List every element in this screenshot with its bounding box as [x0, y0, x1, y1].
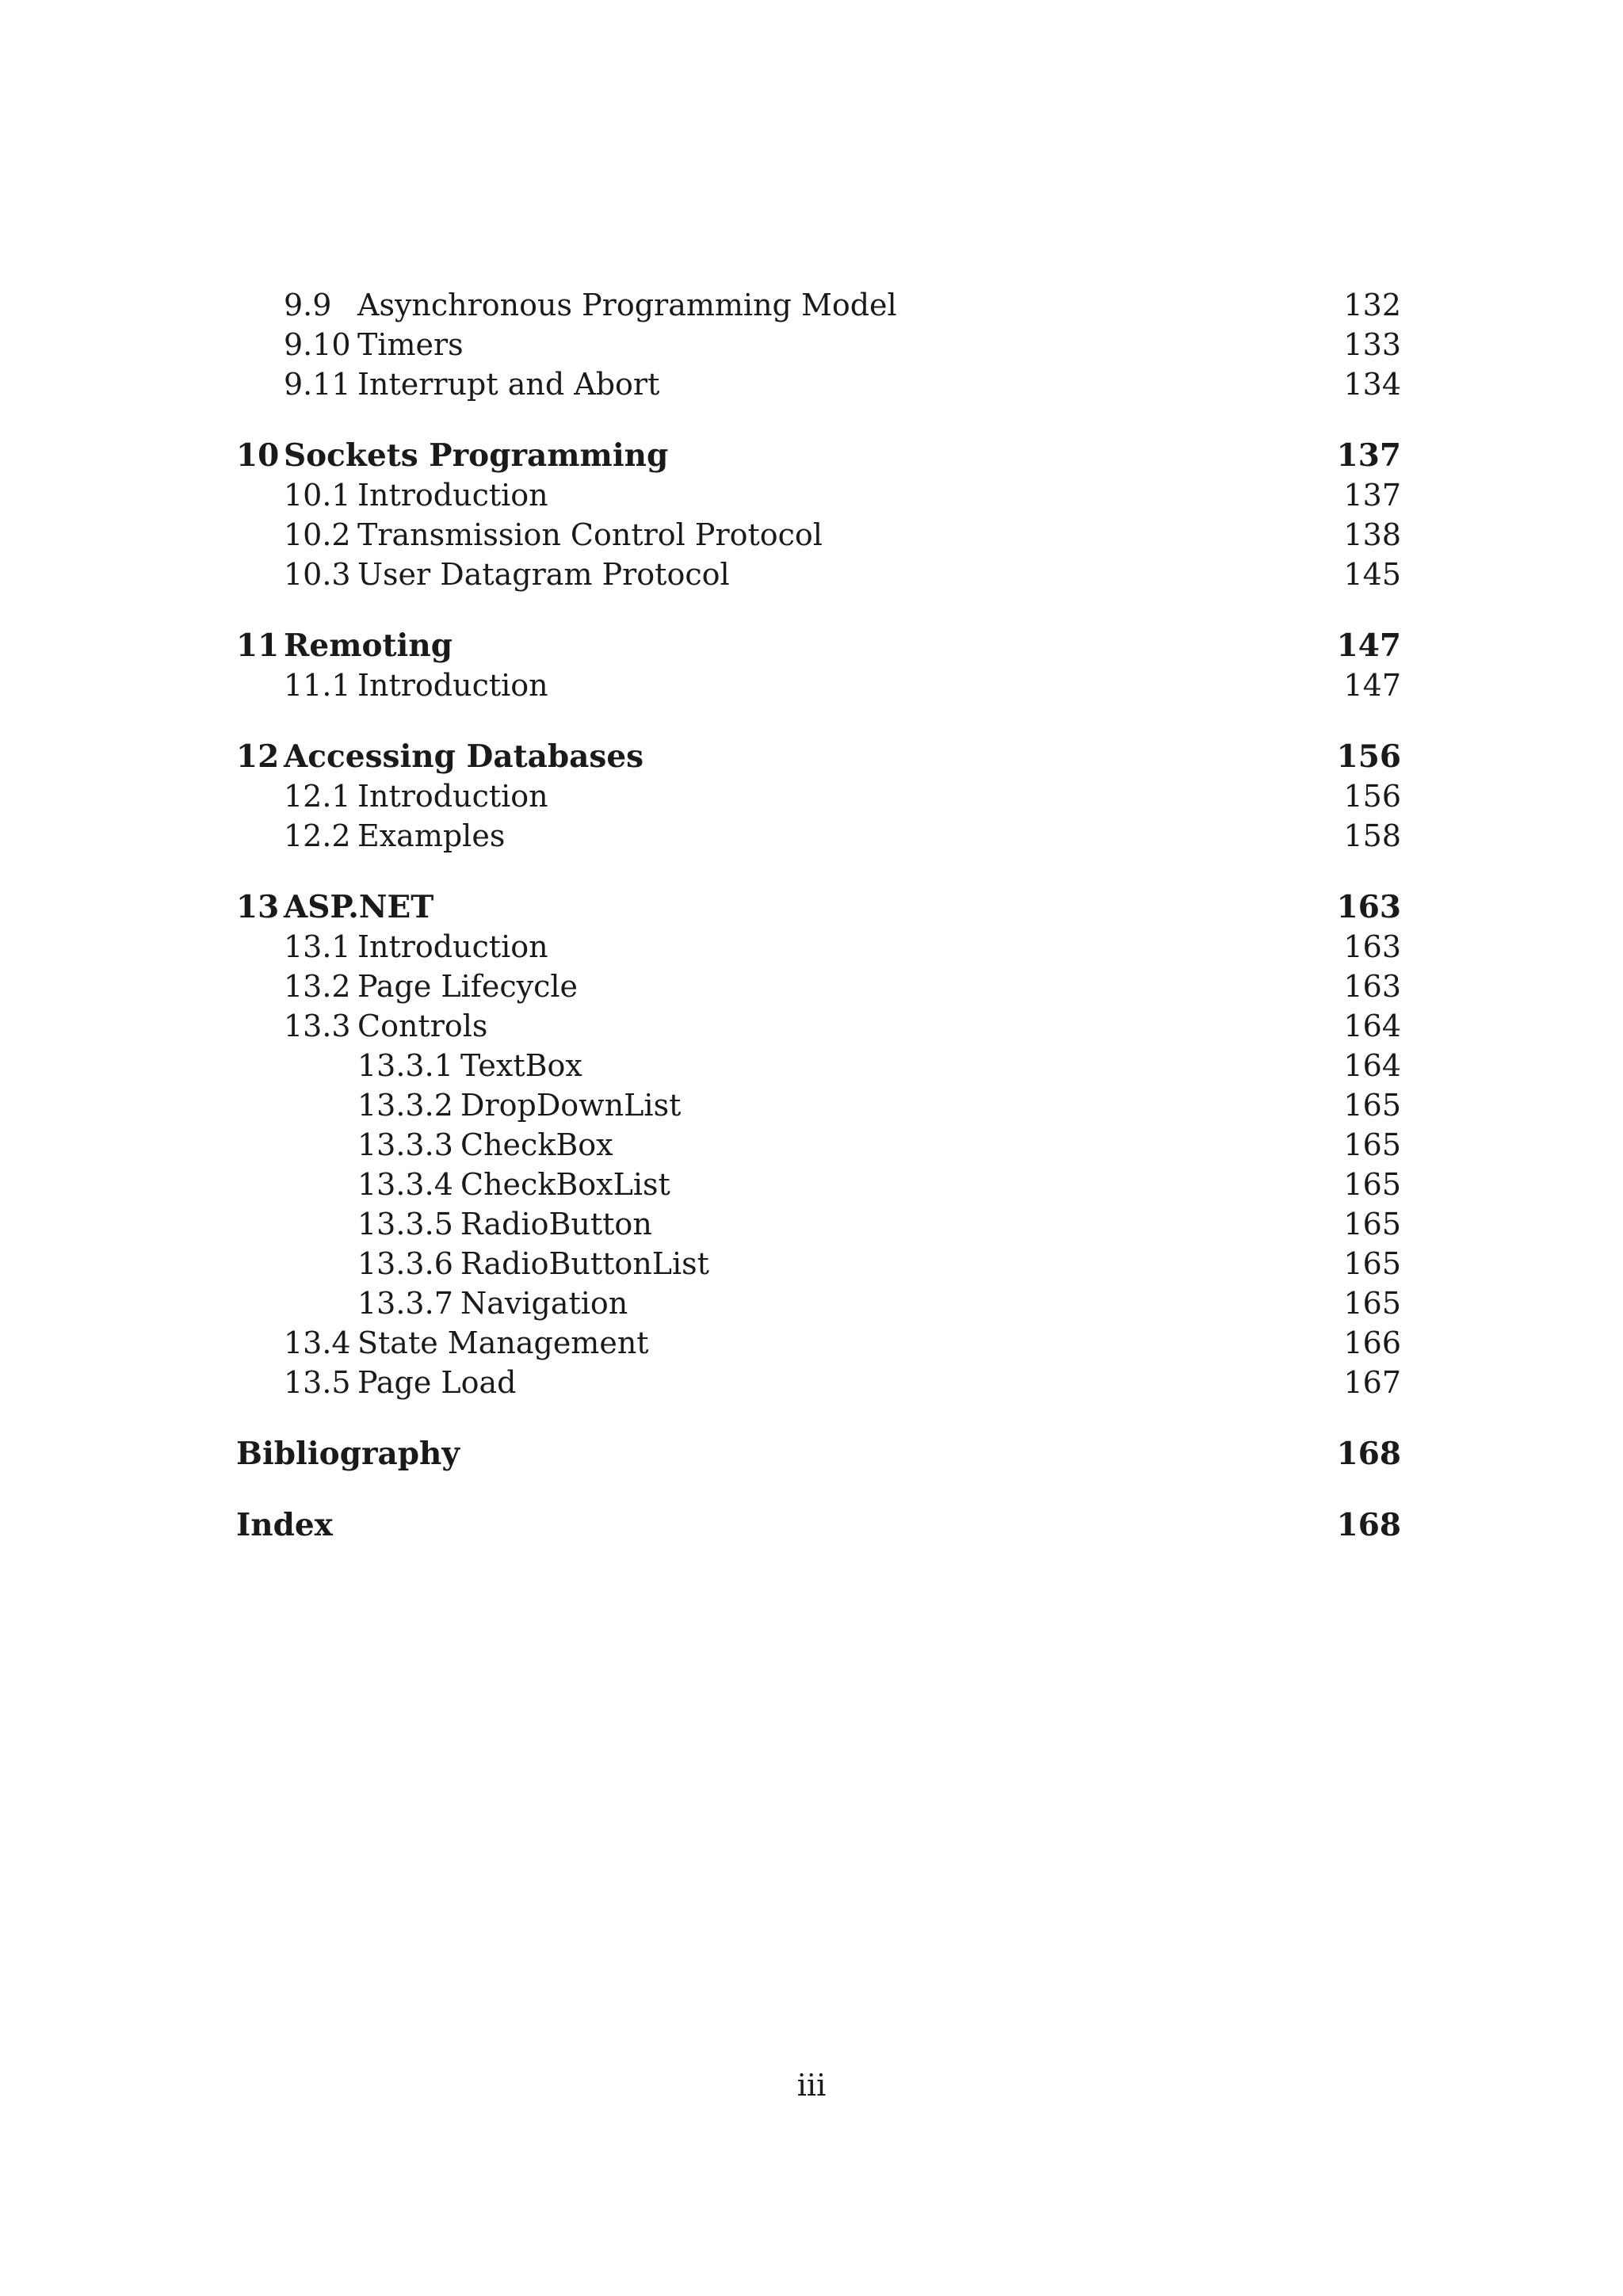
chapter-number: 12 — [236, 738, 280, 775]
entry-page: 166 — [1338, 1323, 1401, 1363]
entry-title: Page Lifecycle — [357, 967, 586, 1006]
entry-number: 10.3 — [284, 555, 351, 594]
entry-number: 13.3.2 — [357, 1085, 453, 1125]
entry-page: 145 — [1338, 555, 1401, 594]
entry-number: 13.3.7 — [357, 1283, 453, 1323]
toc-entry-13-4[interactable] — [236, 1323, 1401, 1363]
entry-page: 156 — [1338, 776, 1401, 816]
chapter-title: Accessing Databases — [284, 738, 644, 775]
chapter-title: Remoting — [284, 627, 453, 664]
page-number: iii — [796, 2068, 827, 2103]
toc-entry-10-1[interactable] — [236, 475, 1401, 515]
entry-number: 13.4 — [284, 1323, 351, 1363]
entry-title: Page Load — [357, 1363, 525, 1402]
chapter-title: Index — [236, 1507, 333, 1543]
entry-number: 9.11 — [284, 364, 351, 404]
entry-number: 13.1 — [284, 927, 351, 967]
entry-title: Interrupt and Abort — [357, 364, 667, 404]
toc-entry-13-3-3[interactable] — [236, 1125, 1401, 1165]
toc-chapter-11[interactable] — [236, 626, 1401, 666]
entry-number: 13.3.1 — [357, 1046, 453, 1085]
entry-title: State Management — [357, 1323, 657, 1363]
entry-title: Navigation — [460, 1283, 636, 1323]
chapter-page: 137 — [1336, 437, 1401, 474]
entry-page: 158 — [1338, 816, 1401, 856]
entry-page: 165 — [1338, 1283, 1401, 1323]
entry-page: 167 — [1338, 1363, 1401, 1402]
toc-entry-9-11[interactable] — [236, 364, 1401, 404]
entry-page: 165 — [1338, 1165, 1401, 1204]
entry-number: 13.5 — [284, 1363, 351, 1402]
entry-page: 163 — [1338, 927, 1401, 967]
entry-number: 13.3.4 — [357, 1165, 453, 1204]
entry-page: 147 — [1338, 666, 1401, 705]
entry-title: User Datagram Protocol — [357, 555, 738, 594]
toc-entry-12-1[interactable] — [236, 776, 1401, 816]
toc-entry-9-10[interactable] — [236, 325, 1401, 364]
entry-page: 164 — [1338, 1006, 1401, 1046]
entry-page: 163 — [1338, 967, 1401, 1006]
entry-title: CheckBoxList — [460, 1165, 678, 1204]
entry-number: 13.3 — [284, 1006, 351, 1046]
entry-number: 9.10 — [284, 325, 351, 364]
entry-title: Transmission Control Protocol — [357, 515, 831, 555]
entry-number: 13.2 — [284, 967, 351, 1006]
table-of-contents — [236, 285, 1401, 1545]
entry-title: Introduction — [357, 927, 556, 967]
toc-entry-13-3-5[interactable] — [236, 1204, 1401, 1244]
toc-entry-13-3-7[interactable] — [236, 1283, 1401, 1323]
entry-page: 134 — [1338, 364, 1401, 404]
toc-entry-13-3-1[interactable] — [236, 1046, 1401, 1085]
entry-title: Introduction — [357, 776, 556, 816]
entry-title: Asynchronous Programming Model — [357, 285, 905, 325]
entry-title: DropDownList — [460, 1085, 689, 1125]
toc-bibliography[interactable] — [236, 1434, 1401, 1474]
chapter-number: 10 — [236, 437, 280, 474]
entry-page: 138 — [1338, 515, 1401, 555]
toc-entry-13-3-6[interactable] — [236, 1244, 1401, 1283]
toc-entry-9-9[interactable] — [236, 285, 1401, 325]
chapter-page: 147 — [1336, 627, 1401, 664]
entry-title: RadioButtonList — [460, 1244, 717, 1283]
chapter-title: ASP.NET — [284, 889, 434, 925]
entry-number: 13.3.5 — [357, 1204, 453, 1244]
toc-entry-10-2[interactable] — [236, 515, 1401, 555]
chapter-number: 13 — [236, 889, 280, 925]
entry-page: 165 — [1338, 1085, 1401, 1125]
toc-entry-11-1[interactable] — [236, 666, 1401, 705]
entry-title: TextBox — [460, 1046, 590, 1085]
toc-chapter-10[interactable] — [236, 436, 1401, 475]
entry-number: 10.2 — [284, 515, 351, 555]
entry-page: 165 — [1338, 1204, 1401, 1244]
entry-number: 12.2 — [284, 816, 351, 856]
toc-entry-12-2[interactable] — [236, 816, 1401, 856]
entry-page: 164 — [1338, 1046, 1401, 1085]
entry-page: 132 — [1338, 285, 1401, 325]
entry-title: Introduction — [357, 475, 556, 515]
entry-title: CheckBox — [460, 1125, 621, 1165]
entry-number: 12.1 — [284, 776, 351, 816]
chapter-number: 11 — [236, 627, 280, 664]
toc-chapter-12[interactable] — [236, 737, 1401, 776]
entry-title: Introduction — [357, 666, 556, 705]
toc-entry-13-2[interactable] — [236, 967, 1401, 1006]
entry-title: Examples — [357, 816, 513, 856]
chapter-page: 168 — [1336, 1436, 1401, 1472]
entry-title: Timers — [357, 325, 472, 364]
toc-entry-13-1[interactable] — [236, 927, 1401, 967]
chapter-title: Sockets Programming — [284, 437, 669, 474]
toc-entry-10-3[interactable] — [236, 555, 1401, 594]
chapter-title: Bibliography — [236, 1436, 460, 1472]
toc-entry-13-3[interactable] — [236, 1006, 1401, 1046]
toc-entry-13-3-2[interactable] — [236, 1085, 1401, 1125]
entry-page: 137 — [1338, 475, 1401, 515]
toc-chapter-13[interactable] — [236, 887, 1401, 927]
entry-number: 11.1 — [284, 666, 351, 705]
chapter-page: 156 — [1336, 738, 1401, 775]
entry-number: 10.1 — [284, 475, 351, 515]
entry-title: Controls — [357, 1006, 495, 1046]
toc-entry-13-5[interactable] — [236, 1363, 1401, 1402]
chapter-page: 168 — [1336, 1507, 1401, 1543]
entry-number: 13.3.3 — [357, 1125, 453, 1165]
entry-page: 165 — [1338, 1244, 1401, 1283]
entry-number: 9.9 — [284, 285, 331, 325]
toc-index[interactable] — [236, 1505, 1401, 1545]
toc-entry-13-3-4[interactable] — [236, 1165, 1401, 1204]
entry-title: RadioButton — [460, 1204, 660, 1244]
entry-page: 165 — [1338, 1125, 1401, 1165]
chapter-page: 163 — [1336, 889, 1401, 925]
entry-number: 13.3.6 — [357, 1244, 453, 1283]
entry-page: 133 — [1338, 325, 1401, 364]
